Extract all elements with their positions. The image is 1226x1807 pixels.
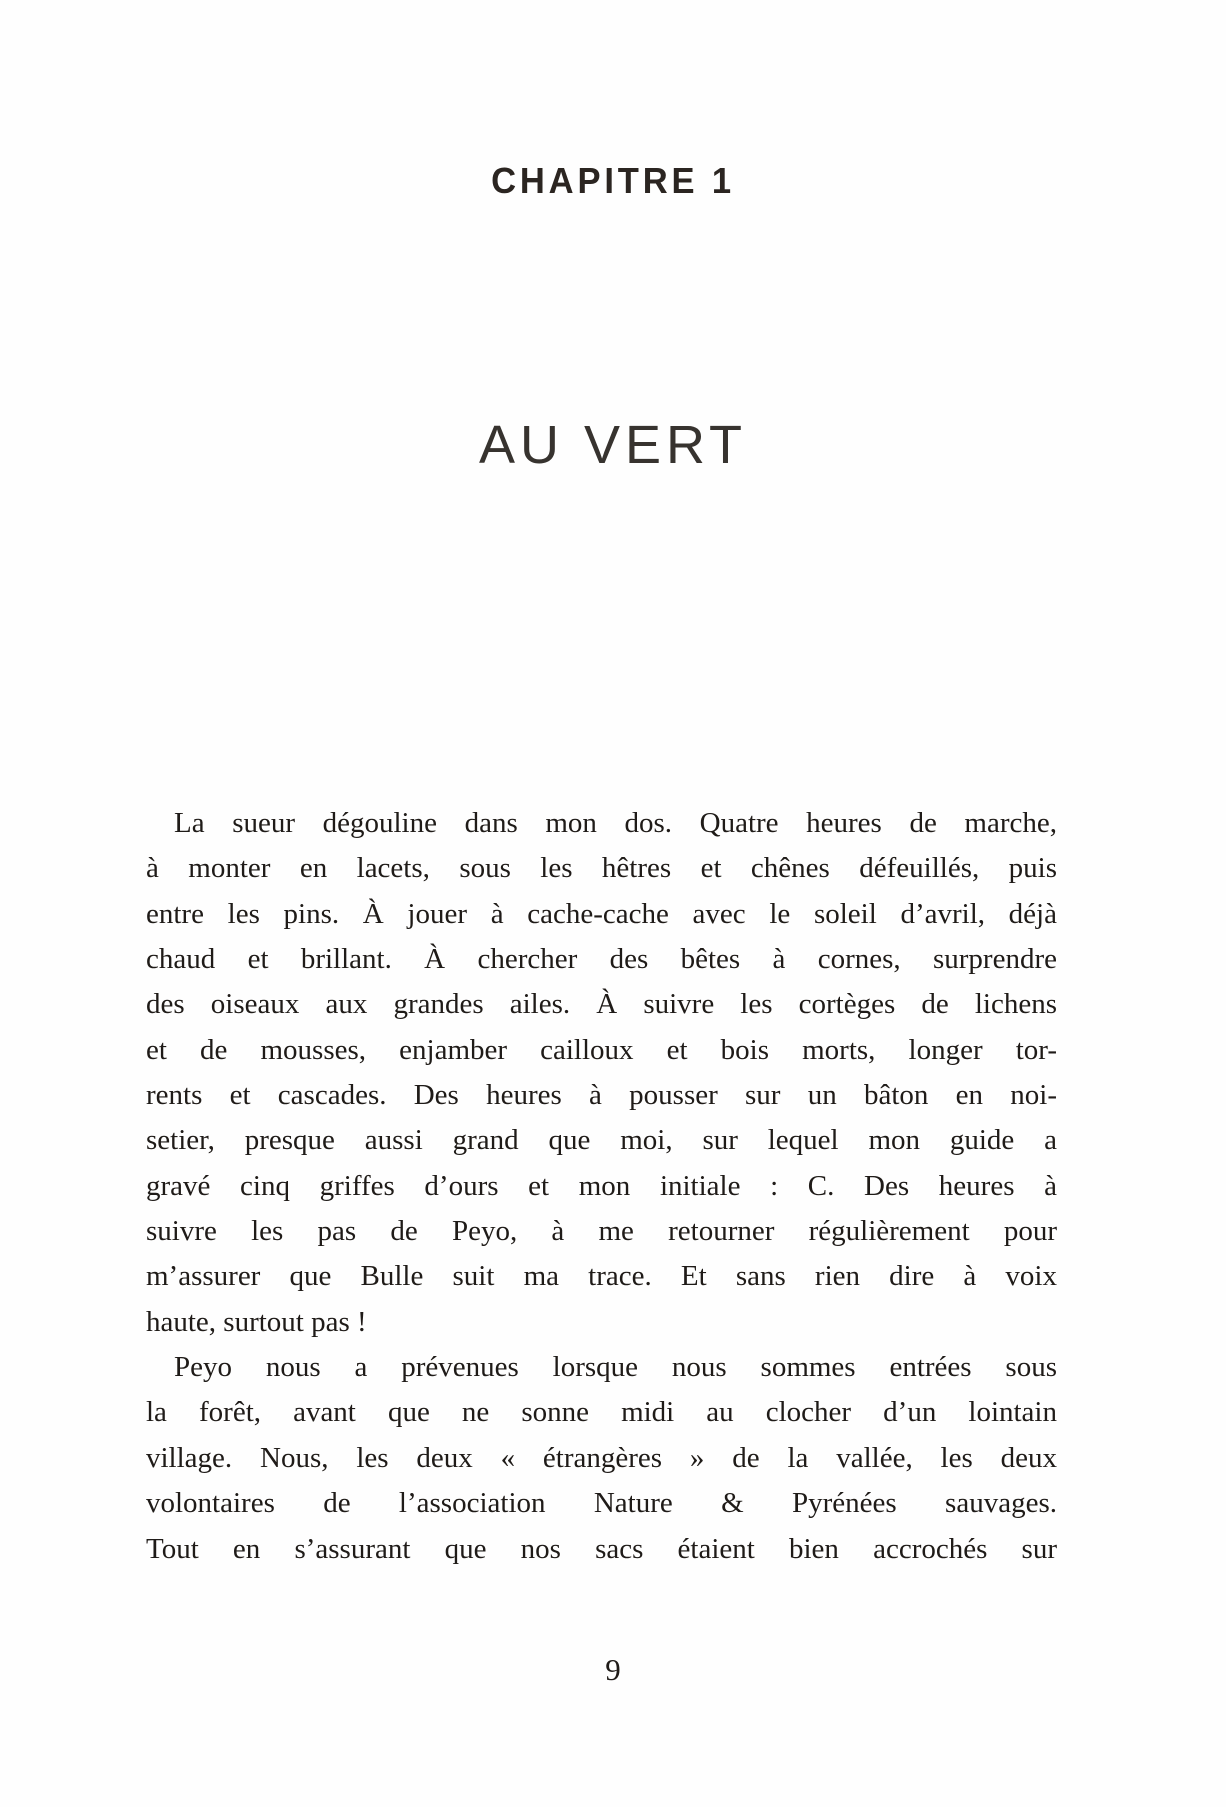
body-line: setier, presque aussi grand que moi, sur lequel mon guide a	[146, 1124, 1057, 1157]
chapter-label: CHAPITRE 1	[491, 160, 735, 201]
body-line: entre les pins. À jouer à cache-cache avec le soleil d’avril, déjà	[146, 897, 1057, 930]
chapter-title: AU VERT	[478, 415, 748, 475]
body-text	[146, 801, 1057, 1572]
body-line: gravé cinq griffes d’ours et mon initiale : C. Des heures à	[146, 1169, 1057, 1202]
body-line: rents et cascades. Des heures à pousser sur un bâton en noi-	[146, 1079, 1057, 1112]
body-line: Tout en s’assurant que nos sacs étaient bien accrochés sur	[146, 1532, 1057, 1565]
body-line: haute, surtout pas !	[146, 1305, 367, 1338]
body-line: m’assurer que Bulle suit ma trace. Et sans rien dire à voix	[146, 1260, 1057, 1293]
body-line: et de mousses, enjamber cailloux et bois morts, longer tor-	[146, 1033, 1057, 1066]
body-line: chaud et brillant. À chercher des bêtes à cornes, surprendre	[146, 943, 1057, 976]
page-number: 9	[605, 1652, 621, 1687]
body-line: des oiseaux aux grandes ailes. À suivre les cortèges de lichens	[146, 988, 1057, 1021]
body-line: à monter en lacets, sous les hêtres et chênes défeuillés, puis	[146, 852, 1057, 885]
body-line: suivre les pas de Peyo, à me retourner régulièrement pour	[146, 1215, 1057, 1248]
body-line: village. Nous, les deux « étrangères » de la vallée, les deux	[146, 1441, 1057, 1474]
body-line: Peyo nous a prévenues lorsque nous sommes entrées sous	[174, 1351, 1057, 1384]
body-line: La sueur dégouline dans mon dos. Quatre heures de marche,	[174, 807, 1057, 839]
body-line: volontaires de l’association Nature & Pyrénées sauvages.	[146, 1487, 1057, 1520]
body-line: la forêt, avant que ne sonne midi au clocher d’un lointain	[146, 1396, 1057, 1429]
